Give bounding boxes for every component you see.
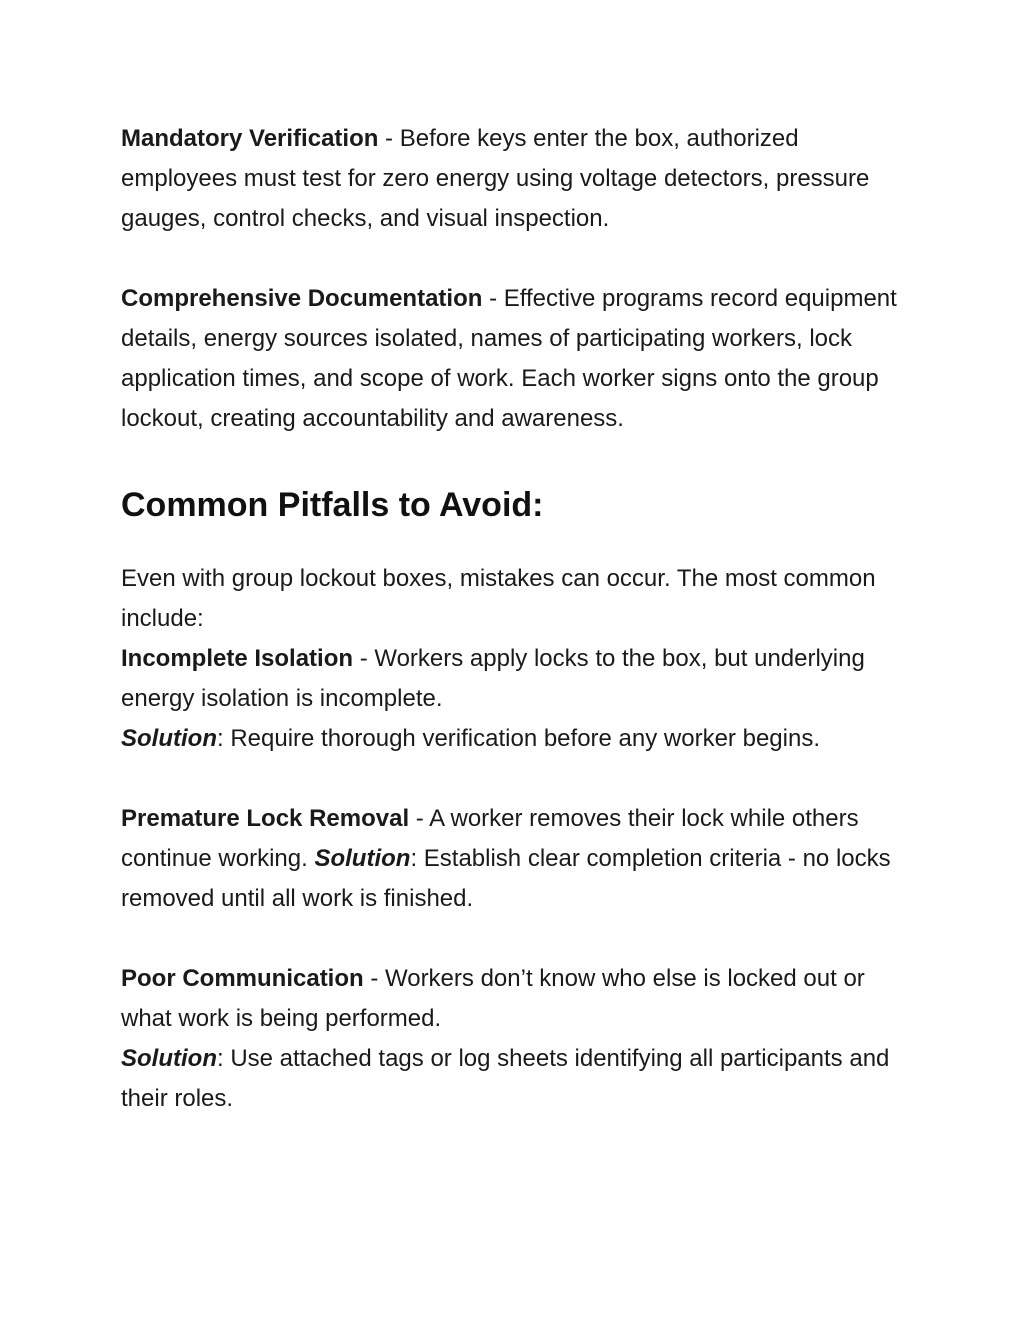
verification-title: Mandatory Verification (121, 125, 379, 152)
premature-removal-text: - A worker removes their lock while others continue working. (121, 805, 859, 872)
premature-removal-title: Premature Lock Removal (121, 805, 410, 832)
incomplete-isolation-text: - Workers apply locks to the box, but underlying energy isolation is incomplete. (121, 645, 865, 712)
documentation-text: - Effective programs record equipment details, energy sources isolated, names of participating workers, lock application times, and scope of work. Each worker signs onto the group lockout, creating accountability and awareness. (121, 285, 897, 432)
incomplete-isolation-solution (121, 719, 911, 759)
paragraph-spacer (121, 919, 911, 959)
solution-label: Solution (314, 845, 411, 872)
pitfalls-intro: Even with group lockout boxes, mistakes can occur. The most common include: (121, 565, 876, 632)
poor-communication-text: - Workers don’t know who else is locked out or what work is being performed. (121, 965, 865, 1032)
verification-text: - Before keys enter the box, authorized employees must test for zero energy using voltage detectors, pressure gauges, control checks, and visual inspection. (121, 125, 870, 232)
incomplete-isolation-paragraph (121, 639, 911, 719)
solution-text: : Require thorough verification before any worker begins. (216, 725, 820, 752)
verification-paragraph (121, 119, 911, 239)
documentation-paragraph (121, 279, 911, 439)
pitfalls-heading: Common Pitfalls to Avoid: (121, 486, 544, 524)
poor-communication-title: Poor Communication (121, 965, 364, 992)
solution-text: : Establish clear completion criteria - no locks removed until all work is finished. (121, 845, 891, 912)
solution-label: Solution (121, 725, 217, 752)
documentation-title: Comprehensive Documentation (121, 285, 483, 312)
solution-label: Solution (121, 1045, 217, 1072)
solution-text: : Use attached tags or log sheets identifying all participants and their roles. (121, 1045, 890, 1112)
paragraph-spacer (121, 239, 911, 279)
poor-communication-solution (121, 1039, 911, 1119)
poor-communication-paragraph (121, 959, 911, 1039)
paragraph-spacer (121, 759, 911, 799)
premature-removal-paragraph (121, 799, 911, 919)
document-page (121, 119, 911, 1119)
incomplete-isolation-title: Incomplete Isolation (121, 645, 354, 672)
